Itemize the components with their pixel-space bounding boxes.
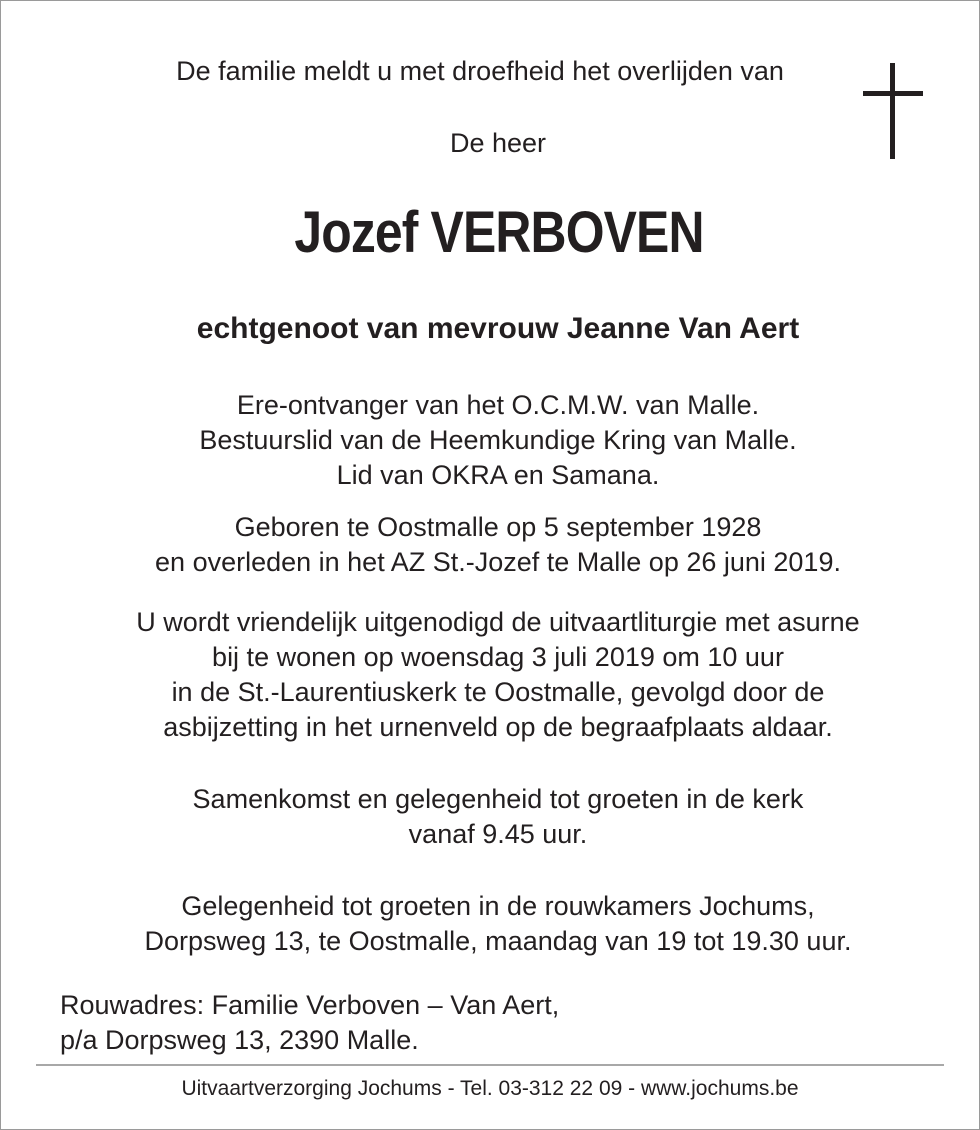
address-line: Rouwadres: Familie Verboven – Van Aert, xyxy=(60,990,560,1020)
visitation-line: Gelegenheid tot groeten in de rouwkamers Jochums, xyxy=(181,891,815,921)
spouse-text: echtgenoot van mevrouw Jeanne Van Aert xyxy=(196,312,800,345)
gathering-line: vanaf 9.45 uur. xyxy=(408,819,588,849)
footer-divider xyxy=(36,1064,944,1066)
funeral-line: asbijzetting in het urnenveld op de begraafplaats aldaar. xyxy=(163,712,833,742)
role-line: Bestuurslid van de Heemkundige Kring van Malle. xyxy=(199,425,797,455)
funeral-line: bij te wonen op woensdag 3 juli 2019 om 10 uur xyxy=(212,642,784,672)
funeral-line: in de St.-Laurentiuskerk te Oostmalle, gevolgd door de xyxy=(171,677,825,707)
deceased-name: Jozef VERBOVEN xyxy=(294,200,704,265)
visitation-line: Dorpsweg 13, te Oostmalle, maandag van 19 tot 19.30 uur. xyxy=(144,926,852,956)
footer-text: Uitvaartverzorging Jochums - Tel. 03-312 22 09 - www.jochums.be xyxy=(181,1077,799,1100)
funeral-line: U wordt vriendelijk uitgenodigd de uitvaartliturgie met asurne xyxy=(136,607,860,637)
role-line: Ere-ontvanger van het O.C.M.W. van Malle. xyxy=(236,390,760,420)
address-line: p/a Dorpsweg 13, 2390 Malle. xyxy=(60,1025,419,1055)
title-text: De heer xyxy=(449,128,547,158)
role-line: Lid van OKRA en Samana. xyxy=(336,460,660,490)
intro-text: De familie meldt u met droefheid het overlijden van xyxy=(176,56,784,86)
gathering-line: Samenkomst en gelegenheid tot groeten in de kerk xyxy=(192,784,804,814)
dates-line: en overleden in het AZ St.-Jozef te Malle op 26 juni 2019. xyxy=(155,547,841,577)
dates-line: Geboren te Oostmalle op 5 september 1928 xyxy=(234,512,762,542)
